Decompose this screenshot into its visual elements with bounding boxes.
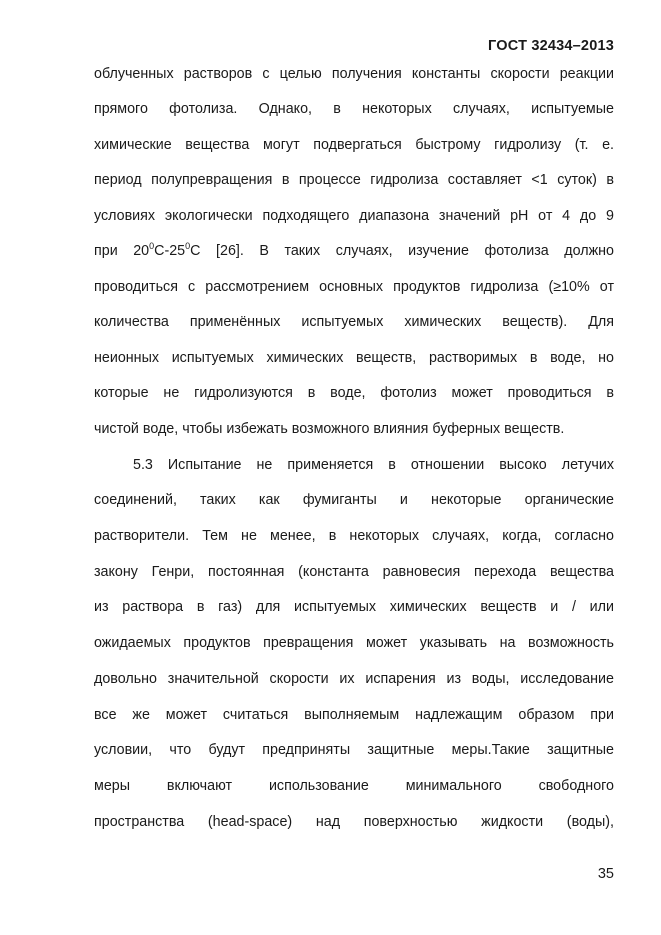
text-line: облученных растворов с целью получения константы скорости реакции [94,66,614,82]
text-line: из раствора в газ) для испытуемых химических веществ и / или [94,599,614,615]
text-line-with-temperature [94,242,614,260]
text-line: растворители. Тем не менее, в некоторых случаях, когда, согласно [94,528,614,544]
temperature-suffix: С [26]. В таких случаях, изучение фотолиза должно [190,243,614,259]
text-line: которые не гидролизуются в воде, фотолиз может проводиться в [94,385,614,401]
degree-superscript: 0 [149,242,155,251]
text-line: ожидаемых продуктов превращения может указывать на возможность [94,635,614,651]
text-line: проводиться с рассмотрением основных продуктов гидролиза (≥10% от [94,279,614,295]
temperature-mid: С-25 [154,243,186,259]
document-standard-header: ГОСТ 32434–2013 [488,38,614,54]
text-line: закону Генри, постоянная (константа равновесия перехода вещества [94,564,614,580]
page-number: 35 [597,866,614,882]
text-line: условиях экологически подходящего диапазона значений pH от 4 до 9 [94,208,614,224]
text-line: все же может считаться выполняемым надлежащим образом при [94,707,614,723]
text-line: количества применённых испытуемых химических веществ). Для [94,314,614,330]
text-line: период полупревращения в процессе гидролиза составляет <1 суток) в [94,172,614,188]
text-line: химические вещества могут подвергаться быстрому гидролизу (т. е. [94,137,614,153]
text-line: довольно значительной скорости их испарения из воды, исследование [94,671,614,687]
text-line: неионных испытуемых химических веществ, растворимых в воде, но [94,350,614,366]
text-line: пространства (head-space) над поверхностью жидкости (воды), [94,814,614,830]
degree-superscript: 0 [185,242,191,251]
text-line: меры включают использование минимального свободного [94,778,614,794]
section-5-3-first-line: 5.3 Испытание не применяется в отношении высоко летучих [133,457,614,473]
temperature-prefix: при 20 [94,243,150,259]
text-line: чистой воде, чтобы избежать возможного влияния буферных веществ. [94,421,565,437]
text-line: условии, что будут предприняты защитные меры.Такие защитные [94,742,614,758]
text-line: соединений, таких как фумиганты и некоторые органические [94,492,614,508]
text-line: прямого фотолиза. Однако, в некоторых случаях, испытуемые [94,101,614,117]
